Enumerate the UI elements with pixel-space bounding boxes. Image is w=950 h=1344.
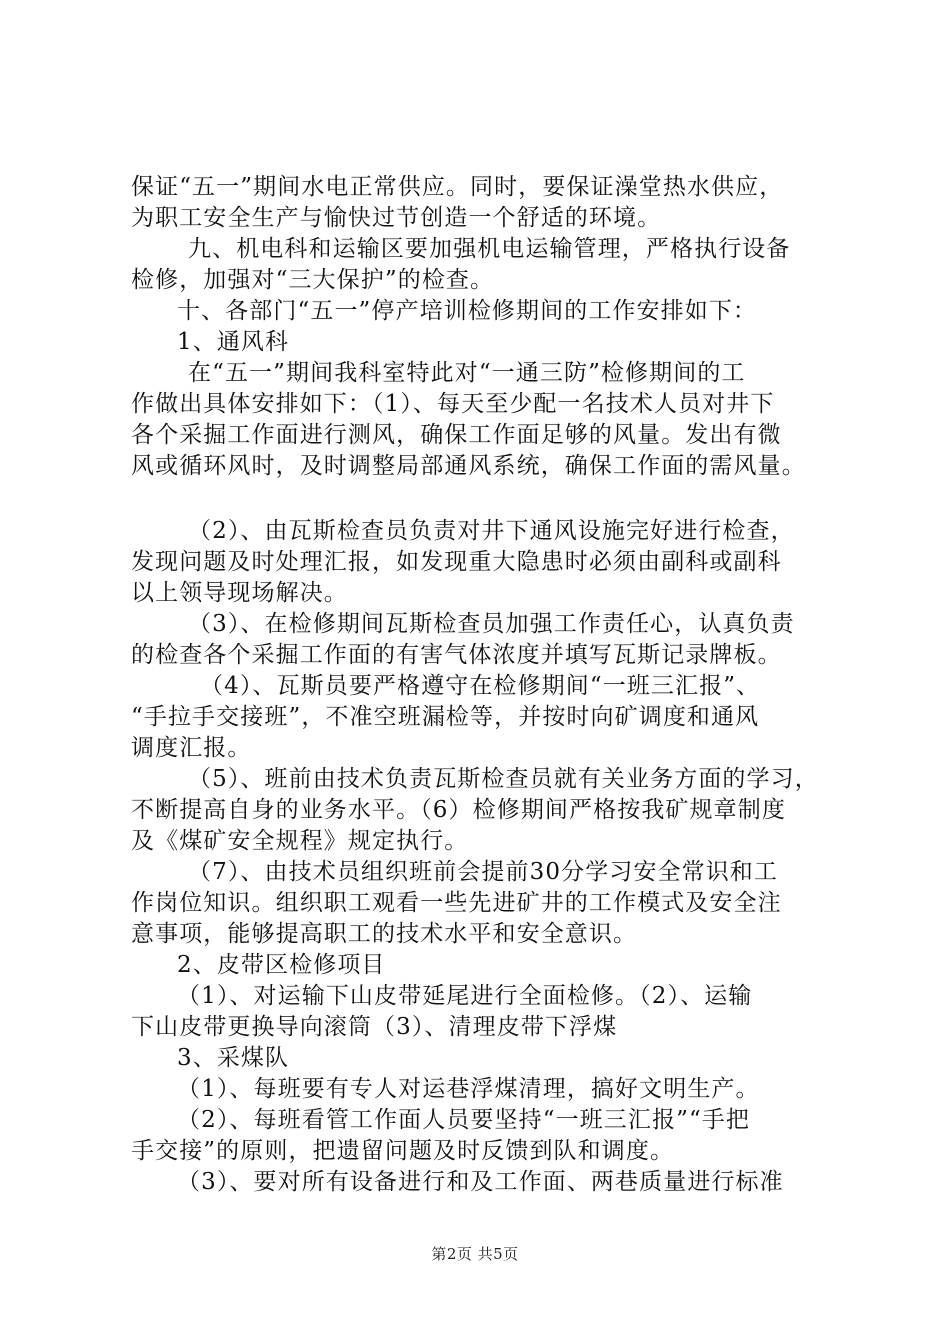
text-line: 风或循环风时，及时调整局部通风系统，确保工作面的需风量。	[131, 453, 806, 479]
text-line: 3、采煤队	[177, 1045, 290, 1071]
text-line: 九、机电科和运输区要加强机电运输管理，严格执行设备	[188, 236, 791, 262]
text-line: 检修，加强对“三大保护”的检查。	[131, 267, 495, 293]
text-line: 2、皮带区检修项目	[177, 952, 386, 978]
text-line: 下山皮带更换导向滚筒（3）、清理皮带下浮煤	[131, 1014, 618, 1040]
text-line: 作岗位知识。组织职工观看一些先进矿井的工作模式及安全注	[131, 890, 782, 916]
text-line: 调度汇报。	[131, 735, 252, 761]
page-footer: 第2页 共5页	[431, 1245, 519, 1263]
text-line: 在“五一”期间我科室特此对“一通三防”检修期间的工	[188, 360, 746, 386]
text-line: 以上领导现场解决。	[131, 580, 348, 606]
text-line: （4）、瓦斯员要严格遵守在检修期间“一班三汇报”、	[200, 673, 761, 699]
text-line: （1）、对运输下山皮带延尾进行全面检修。（2）、运输	[177, 983, 753, 1009]
text-line: （3）、在检修期间瓦斯检查员加强工作责任心，认真负责	[188, 611, 795, 637]
text-line: （2）、每班看管工作面人员要坚持“一班三汇报”“手把	[177, 1107, 751, 1133]
paragraph-gap	[131, 482, 843, 516]
text-line: 不断提高自身的业务水平。（6）检修期间严格按我矿规章制度	[131, 797, 786, 823]
text-line: 1、通风科	[177, 329, 290, 355]
text-line: 意事项，能够提高职工的技术水平和安全意识。	[131, 921, 638, 947]
text-line: 及《煤矿安全规程》规定执行。	[131, 828, 469, 854]
text-line: 作做出具体安排如下：（1）、每天至少配一名技术人员对井下	[131, 391, 775, 417]
text-line: 手交接”的原则，把遗留问题及时反馈到队和调度。	[131, 1138, 675, 1164]
body-text	[131, 172, 843, 1198]
text-line: （5）、班前由技术负责瓦斯检查员就有关业务方面的学习，	[188, 766, 819, 792]
text-line: （1）、每班要有专人对运巷浮煤清理，搞好文明生产。	[177, 1076, 760, 1102]
text-line: （7）、由技术员组织班前会提前30分学习安全常识和工	[188, 859, 778, 885]
text-line: “手拉手交接班”，不准空班漏检等，并按时向矿调度和通风	[131, 704, 760, 730]
text-line: 保证“五一”期间水电正常供应。同时，要保证澡堂热水供应，	[131, 174, 784, 200]
text-line: （2）、由瓦斯检查员负责对井下通风设施完好进行检查，	[188, 518, 795, 544]
text-line: 十、各部门“五一”停产培训检修期间的工作安排如下：	[177, 298, 758, 324]
text-line: （3）、要对所有设备进行和及工作面、两巷质量进行标准	[177, 1169, 784, 1195]
text-line: 各个采掘工作面进行测风，确保工作面足够的风量。发出有微	[131, 422, 782, 448]
text-line: 发现问题及时处理汇报，如发现重大隐患时必须由副科或副科	[131, 549, 782, 575]
text-line: 为职工安全生产与愉快过节创造一个舒适的环境。	[131, 205, 662, 231]
text-line: 的检查各个采掘工作面的有害气体浓度并填写瓦斯记录牌板。	[131, 642, 782, 668]
